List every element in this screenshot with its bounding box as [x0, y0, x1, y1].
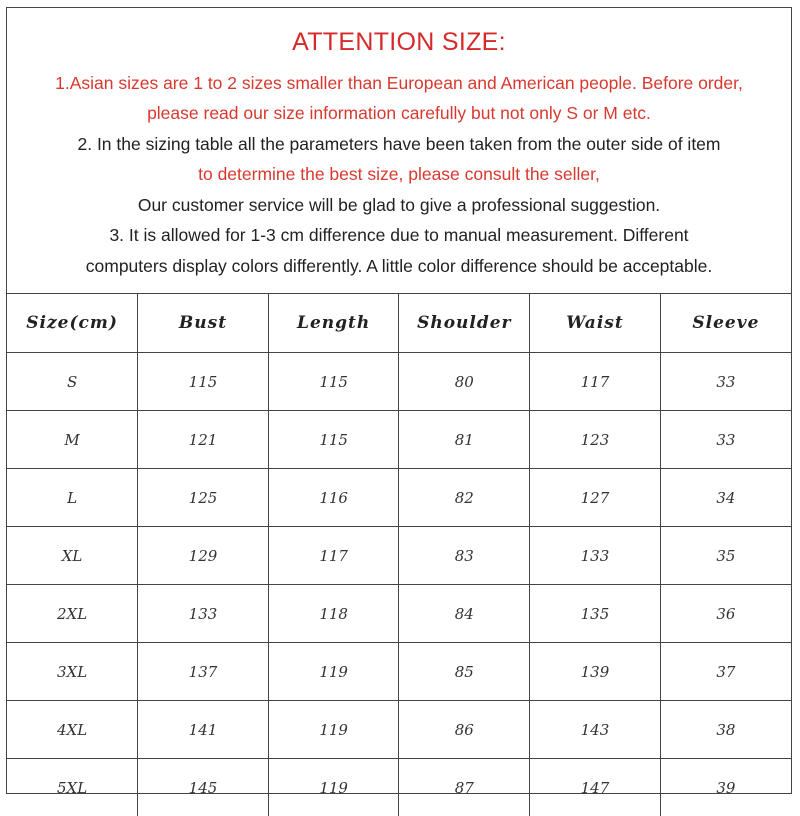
cell-bust: 129: [138, 527, 269, 585]
cell-shoulder: 80: [399, 353, 530, 411]
cell-waist: 143: [530, 701, 661, 759]
table-body: [7, 353, 791, 816]
cell-waist: 133: [530, 527, 661, 585]
cell-length: 117: [268, 527, 399, 585]
cell-bust: 137: [138, 643, 269, 701]
cell-shoulder: 85: [399, 643, 530, 701]
cell-sleeve: 39: [660, 759, 791, 816]
cell-bust: 115: [138, 353, 269, 411]
cell-shoulder: 86: [399, 701, 530, 759]
cell-size: 4XL: [7, 701, 138, 759]
cell-length: 119: [268, 759, 399, 816]
table-row: [7, 527, 791, 585]
table-row: [7, 585, 791, 643]
header-bust: Bust: [138, 294, 269, 353]
cell-sleeve: 38: [660, 701, 791, 759]
header-shoulder: Shoulder: [399, 294, 530, 353]
notice-line-4: to determine the best size, please consult the seller,: [7, 164, 791, 185]
cell-sleeve: 36: [660, 585, 791, 643]
cell-size: M: [7, 411, 138, 469]
cell-shoulder: 87: [399, 759, 530, 816]
notice-line-1: 1.Asian sizes are 1 to 2 sizes smaller than European and American people. Before order,: [7, 73, 791, 94]
notice-line-6: 3. It is allowed for 1-3 cm difference due to manual measurement. Different: [7, 225, 791, 246]
cell-bust: 145: [138, 759, 269, 816]
cell-shoulder: 84: [399, 585, 530, 643]
cell-bust: 133: [138, 585, 269, 643]
table-row: [7, 469, 791, 527]
table-row: [7, 411, 791, 469]
attention-title: ATTENTION SIZE:: [7, 28, 791, 57]
cell-shoulder: 82: [399, 469, 530, 527]
header-size: Size(cm): [7, 294, 138, 353]
cell-length: 118: [268, 585, 399, 643]
cell-sleeve: 35: [660, 527, 791, 585]
table-row: [7, 759, 791, 816]
cell-shoulder: 83: [399, 527, 530, 585]
cell-size: XL: [7, 527, 138, 585]
cell-sleeve: 33: [660, 411, 791, 469]
notice-line-7: computers display colors differently. A little color difference should be acceptable.: [7, 256, 791, 277]
table-row: [7, 701, 791, 759]
cell-length: 116: [268, 469, 399, 527]
notice-line-5: Our customer service will be glad to give a professional suggestion.: [7, 195, 791, 216]
cell-waist: 139: [530, 643, 661, 701]
cell-waist: 123: [530, 411, 661, 469]
cell-shoulder: 81: [399, 411, 530, 469]
cell-bust: 141: [138, 701, 269, 759]
cell-waist: 127: [530, 469, 661, 527]
cell-length: 119: [268, 701, 399, 759]
table-header-row: [7, 294, 791, 353]
notice-line-3: 2. In the sizing table all the parameters have been taken from the outer side of item: [7, 134, 791, 155]
size-chart-frame: [6, 7, 792, 794]
attention-notice: [7, 8, 791, 292]
cell-waist: 147: [530, 759, 661, 816]
cell-sleeve: 34: [660, 469, 791, 527]
cell-bust: 121: [138, 411, 269, 469]
size-table: [7, 293, 791, 816]
header-sleeve: Sleeve: [660, 294, 791, 353]
header-length: Length: [268, 294, 399, 353]
cell-size: 2XL: [7, 585, 138, 643]
cell-sleeve: 33: [660, 353, 791, 411]
cell-length: 115: [268, 411, 399, 469]
table-row: [7, 643, 791, 701]
cell-size: S: [7, 353, 138, 411]
header-waist: Waist: [530, 294, 661, 353]
cell-waist: 117: [530, 353, 661, 411]
cell-size: 3XL: [7, 643, 138, 701]
cell-length: 119: [268, 643, 399, 701]
notice-line-2: please read our size information carefully but not only S or M etc.: [7, 103, 791, 124]
cell-length: 115: [268, 353, 399, 411]
cell-size: L: [7, 469, 138, 527]
table-row: [7, 353, 791, 411]
cell-waist: 135: [530, 585, 661, 643]
cell-sleeve: 37: [660, 643, 791, 701]
cell-bust: 125: [138, 469, 269, 527]
cell-size: 5XL: [7, 759, 138, 816]
